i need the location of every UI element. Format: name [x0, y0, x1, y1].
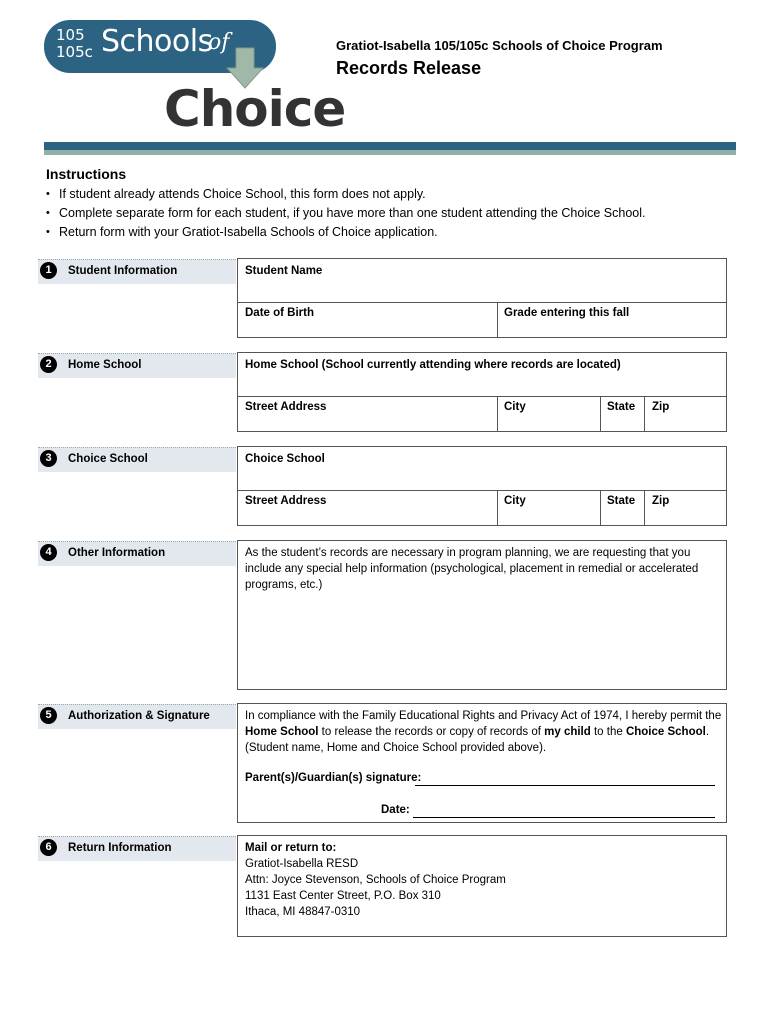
choice-street-field[interactable]: Street Address — [245, 495, 327, 507]
authorization-box — [237, 703, 727, 823]
home-city-field[interactable]: City — [504, 401, 526, 413]
section-auth-label — [38, 704, 236, 729]
address-line: Ithaca, MI 48847-0310 — [245, 906, 361, 918]
signature-line[interactable] — [415, 785, 715, 786]
program-title: Gratiot-Isabella 105/105c Schools of Choice Program — [336, 38, 663, 53]
instructions-title: Instructions — [46, 166, 127, 182]
logo-schools-text: Schools — [101, 24, 213, 59]
section-title: Return Information — [68, 842, 172, 854]
date-of-birth-field[interactable]: Date of Birth — [245, 307, 314, 319]
other-info-text: As the student’s records are necessary in program planning, we are requesting that you include any special help information (psychological, placement in remedial or accelerated programs, etc.) — [245, 547, 699, 591]
section-number-badge: 1 — [40, 262, 57, 279]
address-line: 1131 East Center Street, P.O. Box 310 — [245, 890, 441, 902]
header-divider — [44, 142, 736, 150]
student-info-box — [237, 258, 727, 338]
home-zip-field[interactable]: Zip — [652, 401, 670, 413]
logo-number-top: 105 — [56, 26, 85, 44]
address-line: Gratiot-Isabella RESD — [245, 858, 359, 870]
header-divider-accent — [44, 150, 736, 155]
section-title: Student Information — [68, 265, 178, 277]
other-info-box[interactable] — [237, 540, 727, 690]
section-student-label — [38, 259, 236, 284]
section-number-badge: 6 — [40, 839, 57, 856]
section-number-badge: 5 — [40, 707, 57, 724]
date-line[interactable] — [413, 817, 715, 818]
instruction-item: • Return form with your Gratiot-Isabella Schools of Choice application. — [46, 223, 645, 242]
address-line: Attn: Joyce Stevenson, Schools of Choice Program — [245, 874, 506, 886]
logo-number-bottom: 105c — [56, 43, 93, 61]
section-title: Other Information — [68, 547, 166, 559]
section-return-label — [38, 836, 236, 861]
choice-school-box — [237, 446, 727, 526]
logo-choice-text: Choice — [164, 80, 346, 138]
page-title: Records Release — [336, 58, 482, 78]
instruction-item: • Complete separate form for each student, if you have more than one student attending the Choice School. — [46, 204, 645, 223]
logo-number — [56, 27, 93, 61]
home-school-box — [237, 352, 727, 432]
choice-school-field[interactable]: Choice School — [245, 453, 325, 465]
authorization-text: In compliance with the Family Educational Rights and Privacy Act of 1974, I hereby permit the Home School to release the records or copy of records of my child to the Choice School. (Student name, Home and Choice School provided above). — [245, 710, 722, 754]
choice-state-field[interactable]: State — [607, 495, 636, 507]
section-home-label — [38, 353, 236, 378]
choice-city-field[interactable]: City — [504, 495, 526, 507]
date-label: Date: — [381, 804, 410, 816]
signature-label: Parent(s)/Guardian(s) signature: — [245, 772, 422, 784]
home-street-field[interactable]: Street Address — [245, 401, 327, 413]
section-other-label — [38, 541, 236, 566]
home-state-field[interactable]: State — [607, 401, 636, 413]
section-number-badge: 2 — [40, 356, 57, 373]
instruction-item: • If student already attends Choice School, this form does not apply. — [46, 185, 645, 204]
return-address — [245, 840, 715, 920]
section-title: Authorization & Signature — [68, 710, 210, 722]
instructions-list — [46, 185, 645, 242]
section-number-badge: 4 — [40, 544, 57, 561]
section-choice-label — [38, 447, 236, 472]
section-title: Home School — [68, 359, 142, 371]
choice-zip-field[interactable]: Zip — [652, 495, 670, 507]
grade-field[interactable]: Grade entering this fall — [504, 307, 630, 319]
return-title: Mail or return to: — [245, 842, 337, 854]
section-number-badge: 3 — [40, 450, 57, 467]
return-info-box — [237, 835, 727, 937]
section-title: Choice School — [68, 453, 148, 465]
student-name-field[interactable]: Student Name — [245, 265, 323, 277]
logo-of-text: of — [208, 30, 230, 55]
home-school-field[interactable]: Home School (School currently attending where records are located) — [245, 359, 621, 371]
